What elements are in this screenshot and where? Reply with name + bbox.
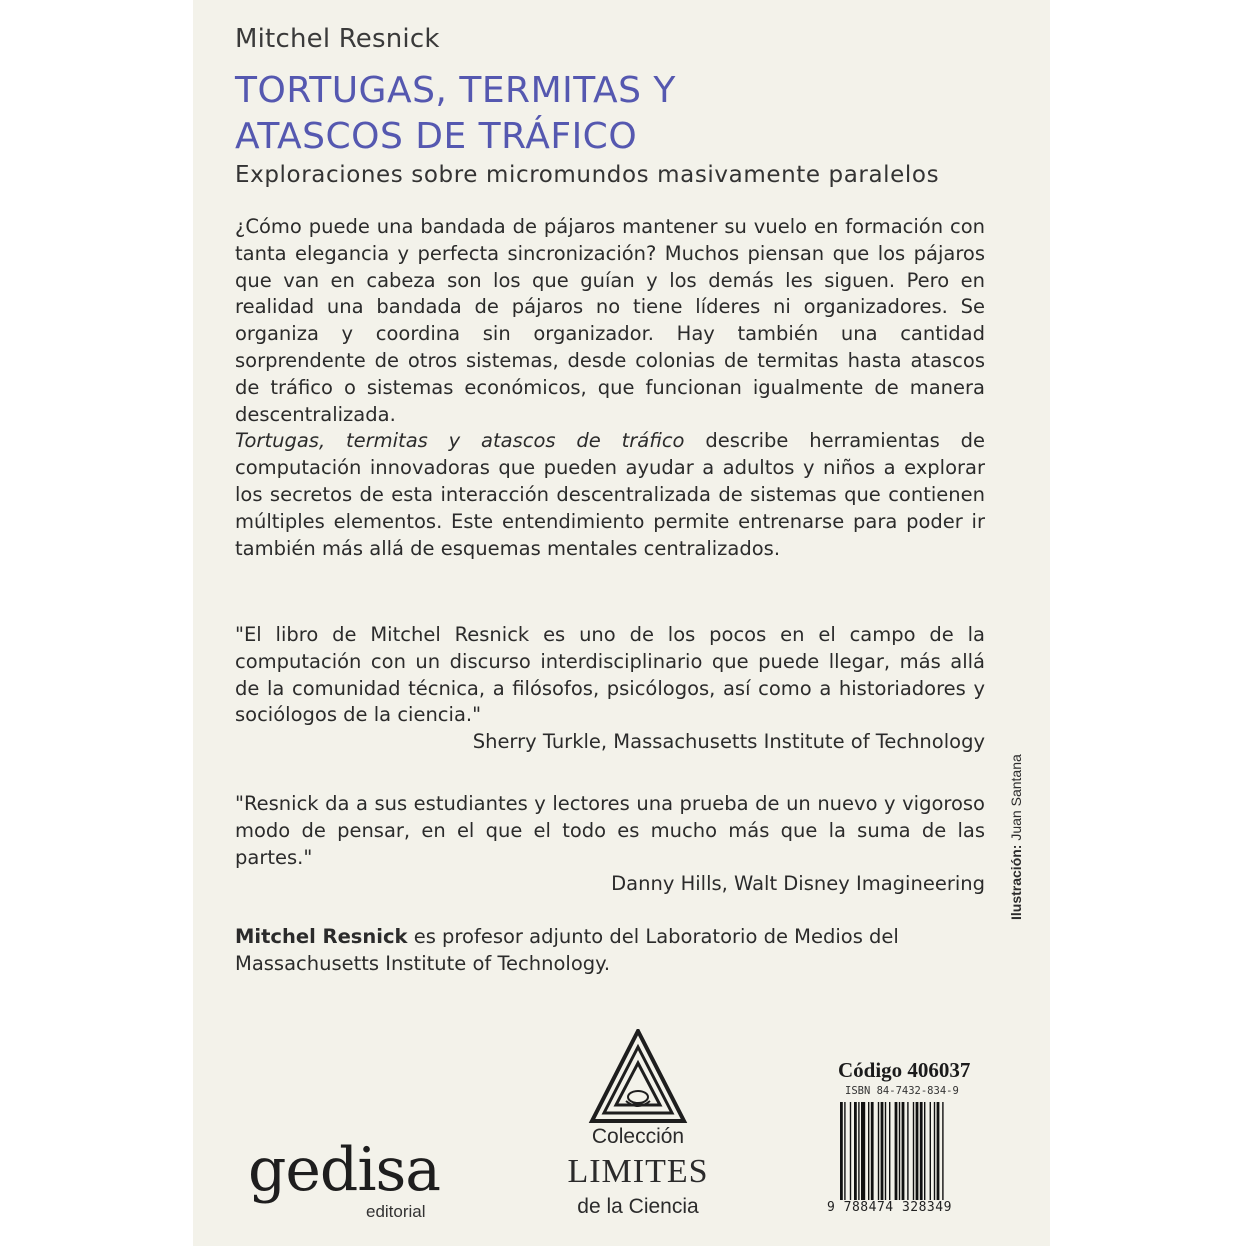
isbn: ISBN 84-7432-834-9 [845,1085,959,1097]
ean-number: 9 788474 328349 [827,1200,952,1215]
publisher-logo [248,1130,448,1230]
collection-name: LIMITES [567,1153,709,1190]
quote-1-attribution: Sherry Turkle, Massachusetts Institute of Technology [472,730,985,754]
quote-2-text: "Resnick da a sus estudiantes y lectores una prueba de un nuevo y vigoroso modo de pensar, en el que el todo es mucho más que la suma de las partes." [235,792,985,869]
quote-2-attribution: Danny Hills, Walt Disney Imagineering [611,872,985,896]
blurb-paragraph-2-text: describe herramientas de computación innovadoras que pueden ayudar a adultos y niños a explorar los secretos de esta interacción descentralizada de sistemas que contienen múltiples elementos. Este entendimiento permite entrenarse para poder ir también más allá de esquemas mentales centralizados. [235,429,985,560]
illustration-label: Ilustración: [1008,844,1024,920]
illustration-artist: Juan Santana [1008,754,1024,845]
review-quote-2 [235,791,985,898]
collection-name-sub: de la Ciencia [577,1195,699,1218]
publisher-name: gedisa [248,1135,441,1205]
review-quote-1 [235,622,985,756]
product-code: Código 406037 [838,1058,971,1082]
blurb [235,214,985,562]
collection-label: Colección [591,1125,685,1148]
author-name: Mitchel Resnick [235,24,440,54]
blurb-paragraph-2 [235,428,985,562]
bio-author-name: Mitchel Resnick [235,925,408,948]
collection-logo [538,1025,738,1235]
quote-1-text: "El libro de Mitchel Resnick es uno de los pocos en el campo de la computación con un discurso interdisciplinario que puede llegar, más allá de la comunidad técnica, a filósofos, psicólogos, así como a historiadores y sociólogos de la ciencia." [235,623,985,727]
collection-triangle-icon [588,1029,688,1125]
author-bio [235,923,985,977]
blurb-paragraph-1: ¿Cómo puede una bandada de pájaros mantener su vuelo en formación con tanta elegancia y perfecta sincronización? Muchos piensan que los pájaros que van en cabeza son los que guían y los demás les siguen. Pero en realidad una bandada de pájaros no tiene líderes ni organizadores. Se organiza y coordina sin organizador. Hay también una cantidad sorprendente de otros sistemas, desde colonias de termitas hasta atascos de tráfico o sistemas económicos, que funcionan igualmente de manera descentralizada. [235,215,985,426]
book-title-line-2: ATASCOS DE TRÁFICO [235,116,638,157]
illustration-credit [1001,700,1031,940]
back-cover [193,0,1050,1246]
svg-text:Ilustración: Juan Santana [1008,754,1024,920]
publisher-subtitle: editorial [366,1202,426,1221]
book-subtitle: Exploraciones sobre micromundos masivamente paralelos [235,162,940,188]
blurb-book-title: Tortugas, termitas y atascos de tráfico [235,429,685,453]
bio-text: es profesor adjunto del Laboratorio de Medios del Massachusetts Institute of Technology. [235,925,899,975]
book-title-line-1: TORTUGAS, TERMITAS Y [235,70,676,111]
